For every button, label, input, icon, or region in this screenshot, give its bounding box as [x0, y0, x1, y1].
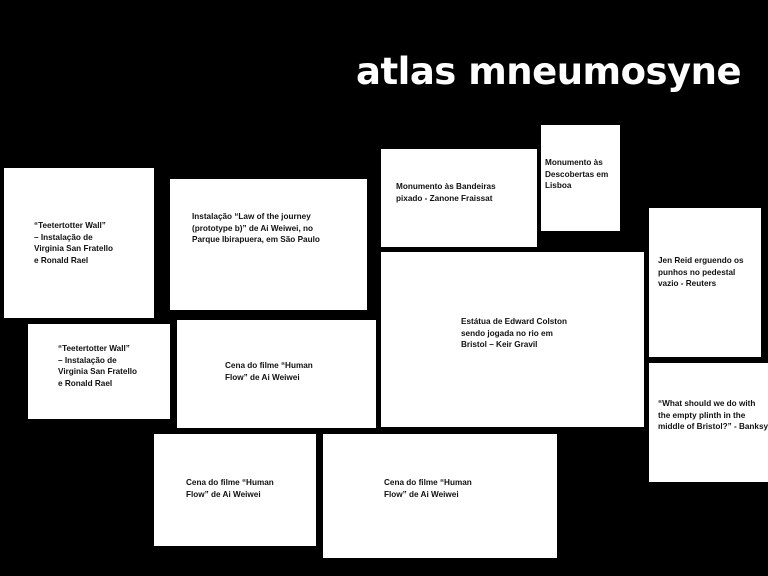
card-caption: Cena do filme “Human Flow” de Ai Weiwei: [186, 478, 274, 499]
card-caption: Monumento às Bandeiras pixado - Zanone Fraissat: [396, 182, 496, 203]
card-caption: Monumento às Descobertas em Lisboa: [545, 158, 609, 190]
photo-card-human-flow-1[interactable]: [177, 320, 376, 428]
photo-card-monumento-descobertas[interactable]: [541, 125, 620, 231]
photo-card-teetertotter-wall-2[interactable]: [28, 324, 170, 419]
card-caption: Jen Reid erguendo os punhos no pedestal vazio - Reuters: [658, 256, 744, 288]
photo-card-teetertotter-wall-1[interactable]: [4, 168, 154, 318]
photo-card-jen-reid[interactable]: [649, 208, 761, 357]
card-caption: “Teetertotter Wall” – Instalação de Virginia San Fratello e Ronald Rael: [58, 344, 138, 388]
card-caption: Estátua de Edward Colston sendo jogada no rio em Bristol – Keir Gravil: [461, 317, 567, 349]
photo-card-human-flow-2[interactable]: [154, 434, 316, 546]
photo-card-law-of-the-journey[interactable]: [170, 179, 367, 310]
card-caption: Cena do filme “Human Flow” de Ai Weiwei: [225, 361, 313, 382]
board-title: atlas mneumosyne: [356, 50, 742, 93]
photo-card-edward-colston[interactable]: [381, 252, 644, 427]
photo-card-human-flow-3[interactable]: [323, 434, 557, 558]
card-caption: “Teetertotter Wall” – Instalação de Virginia San Fratello e Ronald Rael: [34, 221, 114, 265]
photo-card-banksy-plinth[interactable]: [649, 363, 768, 482]
card-caption: Cena do filme “Human Flow” de Ai Weiwei: [384, 478, 472, 499]
card-caption: Instalação “Law of the journey (prototype b)” de Ai Weiwei, no Parque Ibirapuera, em São Paulo: [192, 212, 320, 244]
card-caption: “What should we do with the empty plinth in the middle of Bristol?” - Banksy: [658, 399, 768, 431]
photo-card-monumento-bandeiras[interactable]: [381, 149, 537, 247]
